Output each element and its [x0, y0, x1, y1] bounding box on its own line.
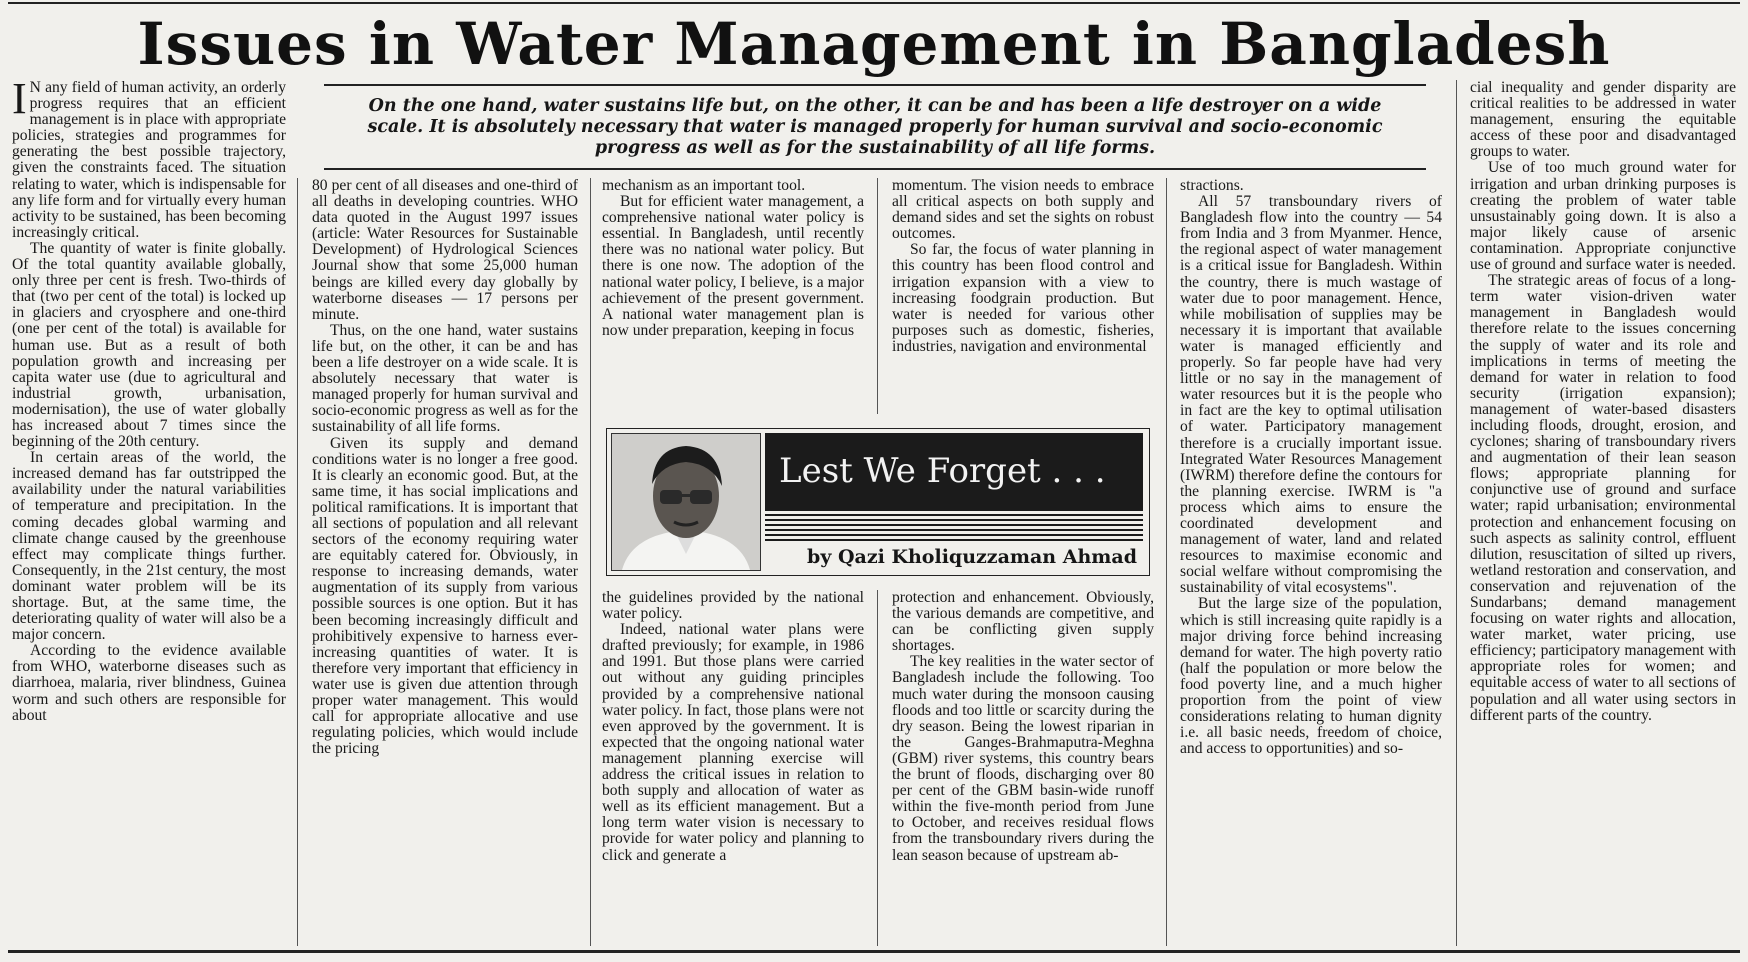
- series-banner: Lest We Forget . . .: [765, 433, 1143, 509]
- paragraph: protection and enhancement. Obviously, the various demands are competitive, and can be conflicting given supply shortages.: [892, 590, 1154, 655]
- bottom-rule: [8, 950, 1740, 953]
- paragraph: mechanism as an important tool.: [602, 178, 806, 194]
- paragraph: In certain areas of the world, the increased demand has far outstripped the availability under the natural variabilities of temperature and precipitation. In the coming decades global warming and climate change caused by the greenhouse effect may complicate things further. Consequently, in the 21st century, the most dominant water problem will be its shortage. But, at the same time, the deteriorating quality of water will also be a major concern.: [12, 449, 286, 644]
- column-divider: [877, 178, 878, 414]
- paragraph: The key realities in the water sector of Bangladesh include the following. Too much water during the monsoon causing floods and too little or scarcity during the dry season. Being the lowest riparian in the Ganges-Brahmaputra-Meghna (GBM) river systems, this country bears the brunt of floods, discharging over 80 per cent of the GBM basin-wide runoff within the five-month period from June to October, and receives residual flows from the transboundary rivers during the lean season because of upstream ab-: [892, 653, 1154, 864]
- column-2: [312, 178, 578, 948]
- column-6: [1470, 80, 1736, 948]
- column-divider: [1166, 178, 1167, 946]
- column-4-top: [892, 178, 1154, 414]
- column-divider: [590, 178, 591, 946]
- paragraph: I N any field of human activity, an orderly progress requires that an efficient management is in place with appropriate policies, strategies and programmes for generating the best possible trajectory, given the constraints faced. The situation relating to water, which is indispensable for any life form and for virtually every human activity to be sustained, has been becoming increasingly critical.: [12, 80, 286, 241]
- column-divider: [877, 590, 878, 946]
- paragraph: According to the evidence available from WHO, waterborne diseases such as diarrhoea, malaria, river blindness, Guinea worm and such others are responsible for about: [12, 642, 286, 724]
- paragraph: Given its supply and demand conditions water is no longer a free good. It is clearly an economic good. But, at the same time, it has social implications and political ramifications. It is important that all sections of population and all relevant sectors of the economy requiring water are equitably catered for. Obviously, in response to increasing demands, water augmentation of its supply from various possible sources is one option. But it has been becoming increasingly difficult and prohibitively expensive to harness ever-increasing quantities of water. It is therefore very important that efficiency in water use is given due attention through proper water management. This would call for appropriate allocative and use regulating policies, which would include the pricing: [312, 434, 578, 758]
- author-photo: [611, 433, 761, 571]
- pull-quote: [324, 84, 1426, 170]
- byline: by Qazi Kholiquzzaman Ahmad: [807, 546, 1137, 568]
- paragraph: momentum. The vision needs to embrace all critical aspects on both supply and demand sides and set the sights on robust outcomes.: [892, 178, 1154, 243]
- paragraph: The quantity of water is finite globally. Of the total quantity available globally, only three per cent is fresh. Two-thirds of that (two per cent of the total) is locked up in glaciers and cryosphere and one-third (one per cent of the total) is available for human use. But as a result of both population growth and increasing per capita water use (due to agricultural and industrial growth, urbanisation, modernisation), the use of water globally has increased about 7 times since the beginning of the 20th century.: [12, 239, 286, 451]
- paragraph: stractions.: [1180, 178, 1244, 194]
- headline: Issues in Water Management in Bangladesh: [137, 10, 1611, 78]
- column-divider: [1456, 80, 1457, 946]
- column-3-top: [602, 178, 864, 414]
- paragraph: the guidelines provided by the national water policy.: [602, 590, 864, 623]
- paragraph: Indeed, national water plans were drafted previously; for example, in 1986 and 1991. But those plans were carried out without any guiding principles provided by a comprehensive national water policy. In fact, those plans were not even approved by the government. It is expected that the ongoing national water management planning exercise will address the critical issues in relation to both supply and allocation of water as well as its efficient management. But a long term water vision is necessary to provide for water policy and planning to click and generate a: [602, 621, 864, 864]
- column-4-bottom: [892, 590, 1154, 948]
- paragraph: cial inequality and gender disparity are critical realities to be addressed in water management, ensuring the equitable access of these poor and disadvantaged groups to water.: [1470, 80, 1736, 161]
- drop-cap: I: [12, 80, 27, 123]
- paragraph: Use of too much ground water for irrigation and urban drinking purposes is creating the problem of water table unsustainably going down. It is also a major likely cause of arsenic contamination. Appropriate conjunctive use of ground and surface water is needed.: [1470, 159, 1736, 274]
- paragraph: 80 per cent of all diseases and one-third of all deaths in developing countries. WHO data quoted in the August 1997 issues (article: Water Resources for Sustainable Development) of Hydrological Sciences Journal show that some 25,000 human beings are killed every day globally by waterborne diseases — 17 persons per minute.: [312, 178, 578, 323]
- banner-stripes: [765, 509, 1143, 543]
- portrait-image: [612, 434, 760, 570]
- column-1: [12, 80, 286, 948]
- paragraph: All 57 transboundary rivers of Bangladesh flow into the country — 54 from India and 3 from Myanmer. Hence, the regional aspect of water management is a critical issue for Bangladesh. Within the country, there is much wastage of water due to poor management. Hence, while mobilisation of supplies may be necessary it is important that available water is managed efficiently and properly. So far people have had very little or no say in the management of water resources but it is the people who in fact are the key to optimal utilisation of water. Participatory management therefore is a crucially important issue. Integrated Water Resources Management (IWRM) therefore define the contours for the planning exercise. IWRM is "a process which aims to ensure the coordinated development and management of water, land and related resources to maximise economic and social welfare without compromising the sustainability of vital ecosystems".: [1180, 193, 1442, 597]
- paragraph: But the large size of the population, which is still increasing quite rapidly is a major driving force behind increasing demand for water. The high poverty ratio (half the population or more below the food poverty line, and a much higher proportion from the point of view considerations relating to human dignity i.e. all basic needs, freedom of choice, and access to opportunities) and so-: [1180, 595, 1442, 758]
- paragraph: The strategic areas of focus of a long-term water vision-driven water management in Bangladesh would therefore relate to the issues concerning the supply of water and its role and implications in terms of meeting the demand for water in relation to food security (irrigation expansion); management of water-based disasters including floods, drought, erosion, and cyclones; sharing of transboundary rivers and augmentation of their lean season flows; appropriate planning for conjunctive use of ground and surface water; rapid urbanisation; environmental protection and enhancement focusing on such aspects as salinity control, effluent dilution, resuscitation of silted up rivers, wetland restoration and conservation, and conservation and rejuvenation of the Sundarbans; demand management focusing on water rights and allocation, water market, water pricing, use efficiency; participatory management with appropriate roles for women; and equitable access of water to all sections of population and all water using sectors in different parts of the country.: [1470, 272, 1736, 724]
- column-3-bottom: [602, 590, 864, 948]
- lest-we-forget-box: [606, 428, 1150, 576]
- pull-quote-text: On the one hand, water sustains life but, on the other, it can be and has been a life destroyer on a wide scale. It is absolutely necessary that water is managed properly for human survival and socio-economic progress as well as for the sustainability of all life forms.: [367, 95, 1383, 158]
- column-5: [1180, 178, 1442, 948]
- paragraph: So far, the focus of water planning in this country has been flood control and irrigation expansion with a view to increasing foodgrain production. But water is needed for various other purposes such as domestic, fisheries, industries, navigation and environmental: [892, 241, 1154, 355]
- column-divider: [297, 178, 298, 946]
- paragraph: But for efficient water management, a comprehensive national water policy is essential. In Bangladesh, until recently there was no national water policy. But there is one now. The adoption of the national water policy, I believe, is a major achievement of the present government. A national water management plan is now under preparation, keeping in focus: [602, 193, 864, 339]
- paragraph: Thus, on the one hand, water sustains life but, on the other, it can be and has been a life destroyer on a wide scale. It is absolutely necessary that water is managed properly for human survival and socio-economic progress as well as for the sustainability of all life forms.: [312, 321, 578, 436]
